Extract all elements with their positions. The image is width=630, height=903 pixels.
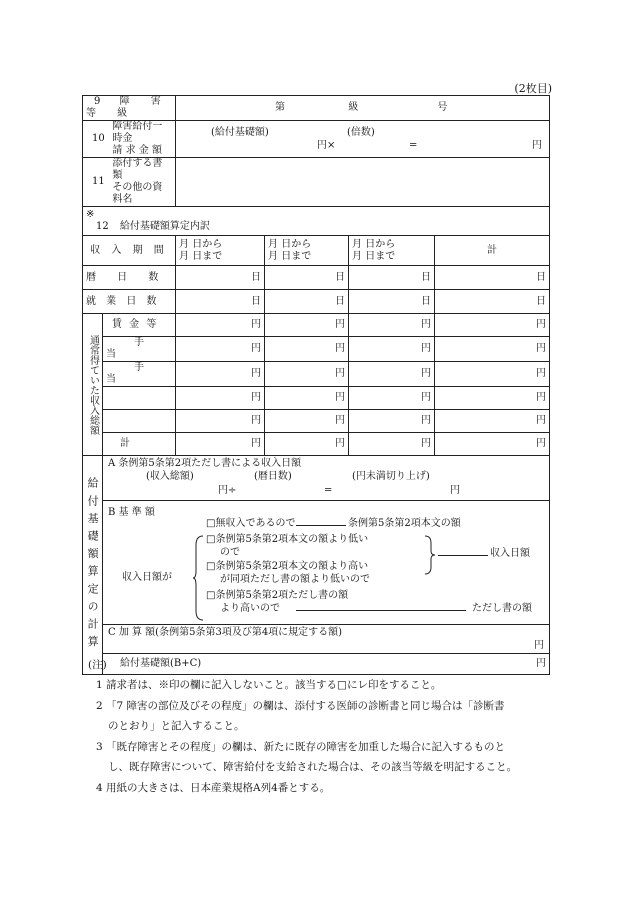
lump-sum-yen: 円 [532,139,543,151]
wage-2[interactable] [265,314,349,337]
period-label-cell [83,236,176,266]
day-unit: 日 [251,271,262,283]
wage-3[interactable] [349,314,435,337]
grade-suffix: 号 [437,102,448,113]
basis-c-label: C 加 算 額(条例第5条第3項及び第4項に規定する額) [108,626,343,638]
yen-unit: 円 [536,368,547,379]
basis-a-equals: = [324,484,333,496]
row9-number: 9 [94,96,101,107]
yen-unit: 円 [536,415,547,426]
note-4: 4 用紙の大きさは、日本産業規格A列4番とする。 [96,781,331,794]
blank-label-1[interactable] [103,387,176,410]
basis-total-yen: 円 [536,658,547,669]
allowance-1-total[interactable] [435,337,550,362]
basis-a-label: A 条例第5条第2項ただし書による収入日額 [108,457,302,469]
income-vertical-label [83,314,103,456]
grade-label-cell [83,96,176,121]
day-unit: 日 [421,271,432,283]
row-allowance-2 [83,362,550,387]
yen-unit: 円 [421,368,432,379]
work-days-1[interactable] [176,290,265,314]
basis-vertical-label [83,456,103,675]
row-calendar-days [83,266,550,290]
calendar-days-3[interactable] [349,266,435,290]
period-2-from: 月 日から [268,238,312,250]
yen-unit: 円 [251,392,262,403]
period-3-to: 月 日まで [352,250,396,262]
income-total-all[interactable] [435,433,550,456]
row-calc-header [83,207,550,236]
allowance-1-2[interactable] [265,337,349,362]
note-3-cont: し、既存障害について、障害給付を支給された場合は、その該当等級を明記すること。 [108,761,518,774]
daily-income-label: 収入日額が [122,571,172,583]
row-allowance-1 [83,337,550,362]
basis-a-yen-div: 円÷ [218,484,237,496]
income-total-label-cell [103,433,176,456]
left-brace-icon [192,535,204,621]
calc-header-cell [83,207,550,236]
option-lower-l2: ので [220,546,240,558]
blank-1-total[interactable] [435,387,550,410]
option-lower-l1[interactable]: □条例第5条第2項本文の額より低い [206,533,369,545]
row-income-total [83,433,550,456]
basis-total-label: 給付基礎額(B+C) [120,658,202,669]
option-no-income[interactable]: □無収入であるので [206,517,296,529]
allowance-1-3[interactable] [349,337,435,362]
row-disability-grade [83,96,550,121]
allowance-2-1[interactable] [176,362,265,387]
row-income-period [83,236,550,266]
row-income-blank-1 [83,387,550,410]
row-income-blank-2 [83,410,550,433]
period-1-from: 月 日から [179,238,223,250]
work-days-label-cell [83,290,176,314]
notes-title: (注) [88,659,107,671]
basis-a-yen: 円 [450,484,460,496]
yen-unit: 円 [536,392,547,403]
row11-label-2: その他の資料名 [112,182,163,205]
attachments-value-cell[interactable] [176,158,550,207]
basis-a-income-total: (収入総額) [146,470,194,482]
period-total-cell [435,236,550,266]
blank-2-1[interactable] [176,410,265,433]
row9-label: 障 害 等 級 [86,96,170,119]
basis-a-rounding: (円未満切り上げ) [352,470,430,482]
period-1-to: 月 日まで [179,250,223,262]
row11-label-1: 添付する書類 [112,158,163,181]
period-3-from: 月 日から [352,238,396,250]
yen-unit: 円 [421,392,432,403]
allowance-2-3[interactable] [349,362,435,387]
income-total-3[interactable] [349,433,435,456]
grade-prefix: 第 [275,102,286,113]
grade-unit: 級 [348,102,359,113]
notes-section [88,655,558,798]
yen-unit: 円 [335,415,346,426]
day-unit: 日 [536,295,547,307]
work-days-3[interactable] [349,290,435,314]
day-unit: 日 [335,295,346,307]
yen-unit: 円 [251,438,262,449]
row12-label: 給付基礎額算定内訳 [119,221,210,232]
yen-unit: 円 [251,319,262,330]
row11-number: 11 [92,176,105,187]
day-unit: 日 [251,295,262,307]
blank-label-2[interactable] [103,410,176,433]
row-work-days [83,290,550,314]
yen-times: 円× [317,139,336,151]
lump-sum-label-cell [83,121,176,158]
yen-unit: 円 [335,343,346,354]
row10-number: 10 [92,133,105,144]
row-lump-sum-claim [83,121,550,158]
option-proviso-l1[interactable]: □条例第5条第2項ただし書の額 [206,589,349,601]
row10-label-1: 障害給付一時金 [112,121,163,144]
period-2-to: 月 日まで [268,250,312,262]
allowance-label: 手 当 [106,337,149,360]
period-label: 収 入 期 間 [90,244,168,256]
leader-line-3 [296,610,466,611]
yen-unit: 円 [421,438,432,449]
option-proviso-l2: より高いので [220,602,280,614]
basis-amount-label: (給付基礎額) [211,126,269,138]
income-total-label: 計 [120,438,130,449]
period-total-label: 計 [487,244,498,256]
income-vertical-text: 通常得ていた収入総額 [87,334,99,435]
row-wage [83,314,550,337]
blank-1-3[interactable] [349,387,435,410]
wage-1[interactable] [176,314,265,337]
benefit-basis-table [82,95,550,675]
blank-2-2[interactable] [265,410,349,433]
note-2-cont: のとおり」と記入すること。 [108,720,245,733]
blank-2-total[interactable] [435,410,550,433]
yen-unit: 円 [251,343,262,354]
daily-income-ref: 収入日額 [490,547,530,559]
equals-sign: = [409,139,418,151]
multiplier-label: (倍数) [347,126,375,138]
lump-sum-value-cell[interactable] [176,121,550,158]
office-use-mark: ※ [86,209,95,220]
option-higher-l2: が同項ただし書の額より低いので [220,573,370,585]
yen-unit: 円 [421,415,432,426]
blank-1-2[interactable] [265,387,349,410]
attachments-label-cell [83,158,176,207]
day-unit: 日 [421,295,432,307]
yen-unit: 円 [335,368,346,379]
wage-total[interactable] [435,314,550,337]
allowance-1-label-cell [103,337,176,362]
row-basis-b [83,501,550,625]
leader-line-1 [296,525,346,526]
allowance-2-total[interactable] [435,362,550,387]
option-higher-l1[interactable]: □条例第5条第2項本文の額より高い [206,560,369,572]
allowance-2-label-cell [103,362,176,387]
yen-unit: 円 [251,368,262,379]
right-brace-icon [424,535,436,575]
leader-line-2 [438,555,488,556]
wage-label-cell [103,314,176,337]
basis-b-label: B 基 準 額 [108,506,155,518]
row-basis-a [83,456,550,501]
row10-label-2: 請 求 金 額 [112,145,162,156]
day-unit: 日 [536,271,547,283]
note-2: 2 「7 障害の部位及びその程度」の欄は、添付する医師の診断書と同じ場合は「診断書 [96,699,505,712]
grade-value-cell[interactable] [176,96,550,121]
yen-unit: 円 [536,319,547,330]
wage-label: 賃 金 等 [112,319,159,330]
row-attachments [83,158,550,207]
calendar-days-1[interactable] [176,266,265,290]
yen-unit: 円 [536,343,547,354]
basis-vertical-text: 給付基礎額算定の計算 [86,477,100,653]
calendar-days-total[interactable] [435,266,550,290]
blank-2-3[interactable] [349,410,435,433]
row12-number: 12 [96,221,109,232]
work-days-2[interactable] [265,290,349,314]
page-number: (2枚目) [514,82,552,95]
period-col-1[interactable] [176,236,265,266]
basis-a-cell[interactable] [103,456,550,501]
income-total-2[interactable] [265,433,349,456]
proviso-ref: ただし書の額 [472,602,532,614]
basis-b-cell[interactable] [103,501,550,625]
calendar-days-2[interactable] [265,266,349,290]
income-total-1[interactable] [176,433,265,456]
calendar-days-label: 暦 日 数 [86,271,168,283]
allowance-label: 手 当 [106,362,149,385]
option-no-income-ref: 条例第5条第2項本文の額 [348,517,461,529]
row-basis-c [83,625,550,654]
allowance-2-2[interactable] [265,362,349,387]
yen-unit: 円 [421,319,432,330]
period-col-2[interactable] [265,236,349,266]
day-unit: 日 [335,271,346,283]
basis-c-yen: 円 [534,639,545,651]
work-days-total[interactable] [435,290,550,314]
note-1: 1 請求者は、※印の欄に記入しないこと。該当する□にレ印をすること。 [96,679,442,692]
yen-unit: 円 [421,343,432,354]
work-days-label: 就 業 日 数 [86,295,161,307]
basis-a-calendar-days: (暦日数) [254,470,292,482]
period-col-3[interactable] [349,236,435,266]
note-3: 3 「既存障害とその程度」の欄は、新たに既存の障害を加重した場合に記入するものと [96,740,506,753]
yen-unit: 円 [536,438,547,449]
basis-c-cell[interactable] [103,625,550,654]
yen-unit: 円 [335,319,346,330]
calendar-days-label-cell [83,266,176,290]
yen-unit: 円 [335,438,346,449]
yen-unit: 円 [335,392,346,403]
blank-1-1[interactable] [176,387,265,410]
allowance-1-1[interactable] [176,337,265,362]
yen-unit: 円 [251,415,262,426]
